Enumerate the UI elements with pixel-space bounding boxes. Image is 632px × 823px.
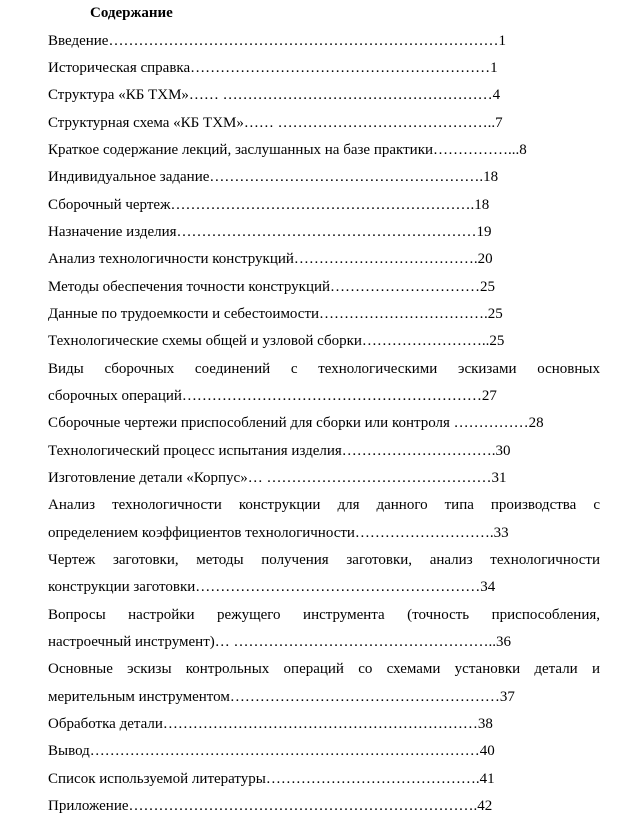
toc-entry-assembly-drawing: Сборочный чертеж…………………………………………………….18 [48, 197, 490, 213]
toc-entry-structure: Структура «КБ ТХМ»…… ………………………………………………4 [48, 87, 501, 103]
toc-entry-lectures: Краткое содержание лекций, заслушанных на базе практики……………...8 [48, 142, 527, 158]
toc-entry-product-purpose: Назначение изделия……………………………………………………19 [48, 224, 492, 240]
toc-entry-labor-cost: Данные по трудоемкости и себестоимости…………………………….25 [48, 306, 503, 322]
toc-entry-fixture-drawings: Сборочные чертежи приспособлений для сборки или контроля ……………28 [48, 415, 544, 431]
toc-entry-history: Историческая справка……………………………………………………1 [48, 60, 498, 76]
toc-entry-part-machining: Обработка детали………………………………………………………38 [48, 716, 493, 732]
toc-entry-conclusion: Вывод……………………………………………………………………40 [48, 743, 495, 759]
toc-entry-structure-scheme: Структурная схема «КБ ТХМ»…… ……………………………………..7 [48, 115, 503, 131]
toc-entry-housing-part: Изготовление детали «Корпус»… ………………………………………31 [48, 470, 507, 486]
toc-entry-references: Список используемой литературы…………………………………….41 [48, 771, 495, 787]
toc-entry-assembly-joints-cont: сборочных операций……………………………………………………27 [48, 388, 497, 404]
toc-entry-appendix: Приложение…………………………………………………………….42 [48, 798, 493, 814]
toc-entry-introduction: Введение……………………………………………………………………1 [48, 33, 506, 49]
toc-entry-individual-task: Индивидуальное задание……………………………………………….18 [48, 169, 499, 185]
toc-entry-control-sketches: Основные эскизы контрольных операций со схемами установки детали и [48, 661, 600, 677]
toc-entry-blank-drawing-cont: конструкции заготовки…………………………………………………34 [48, 579, 496, 595]
toc-entry-control-sketches-cont: мерительным инструментом………………………………………………37 [48, 689, 515, 705]
toc-entry-accuracy-methods: Методы обеспечения точности конструкций…………………………25 [48, 279, 496, 295]
page-title: Содержание [90, 5, 173, 21]
toc-entry-blank-drawing: Чертеж заготовки, методы получения заготовки, анализ технологичности [48, 552, 600, 568]
toc-entry-assembly-schemes: Технологические схемы общей и узловой сборки……………………..25 [48, 333, 505, 349]
toc-entry-tool-setup-cont: настроечный инструмент)… ……………………………………………..36 [48, 634, 512, 650]
toc-entry-testing-process: Технологический процесс испытания изделия………………………….30 [48, 443, 511, 459]
toc-entry-tool-setup: Вопросы настройки режущего инструмента (точность приспособления, [48, 607, 600, 623]
toc-entry-manufacturability: Анализ технологичности конструкций……………………………….20 [48, 251, 493, 267]
toc-entry-production-analysis-cont: определением коэффициентов технологичности……………………….33 [48, 525, 509, 541]
toc-entry-production-analysis: Анализ технологичности конструкции для данного типа производства с [48, 497, 600, 513]
toc-entry-assembly-joints: Виды сборочных соединений с технологическими эскизами основных [48, 361, 600, 377]
